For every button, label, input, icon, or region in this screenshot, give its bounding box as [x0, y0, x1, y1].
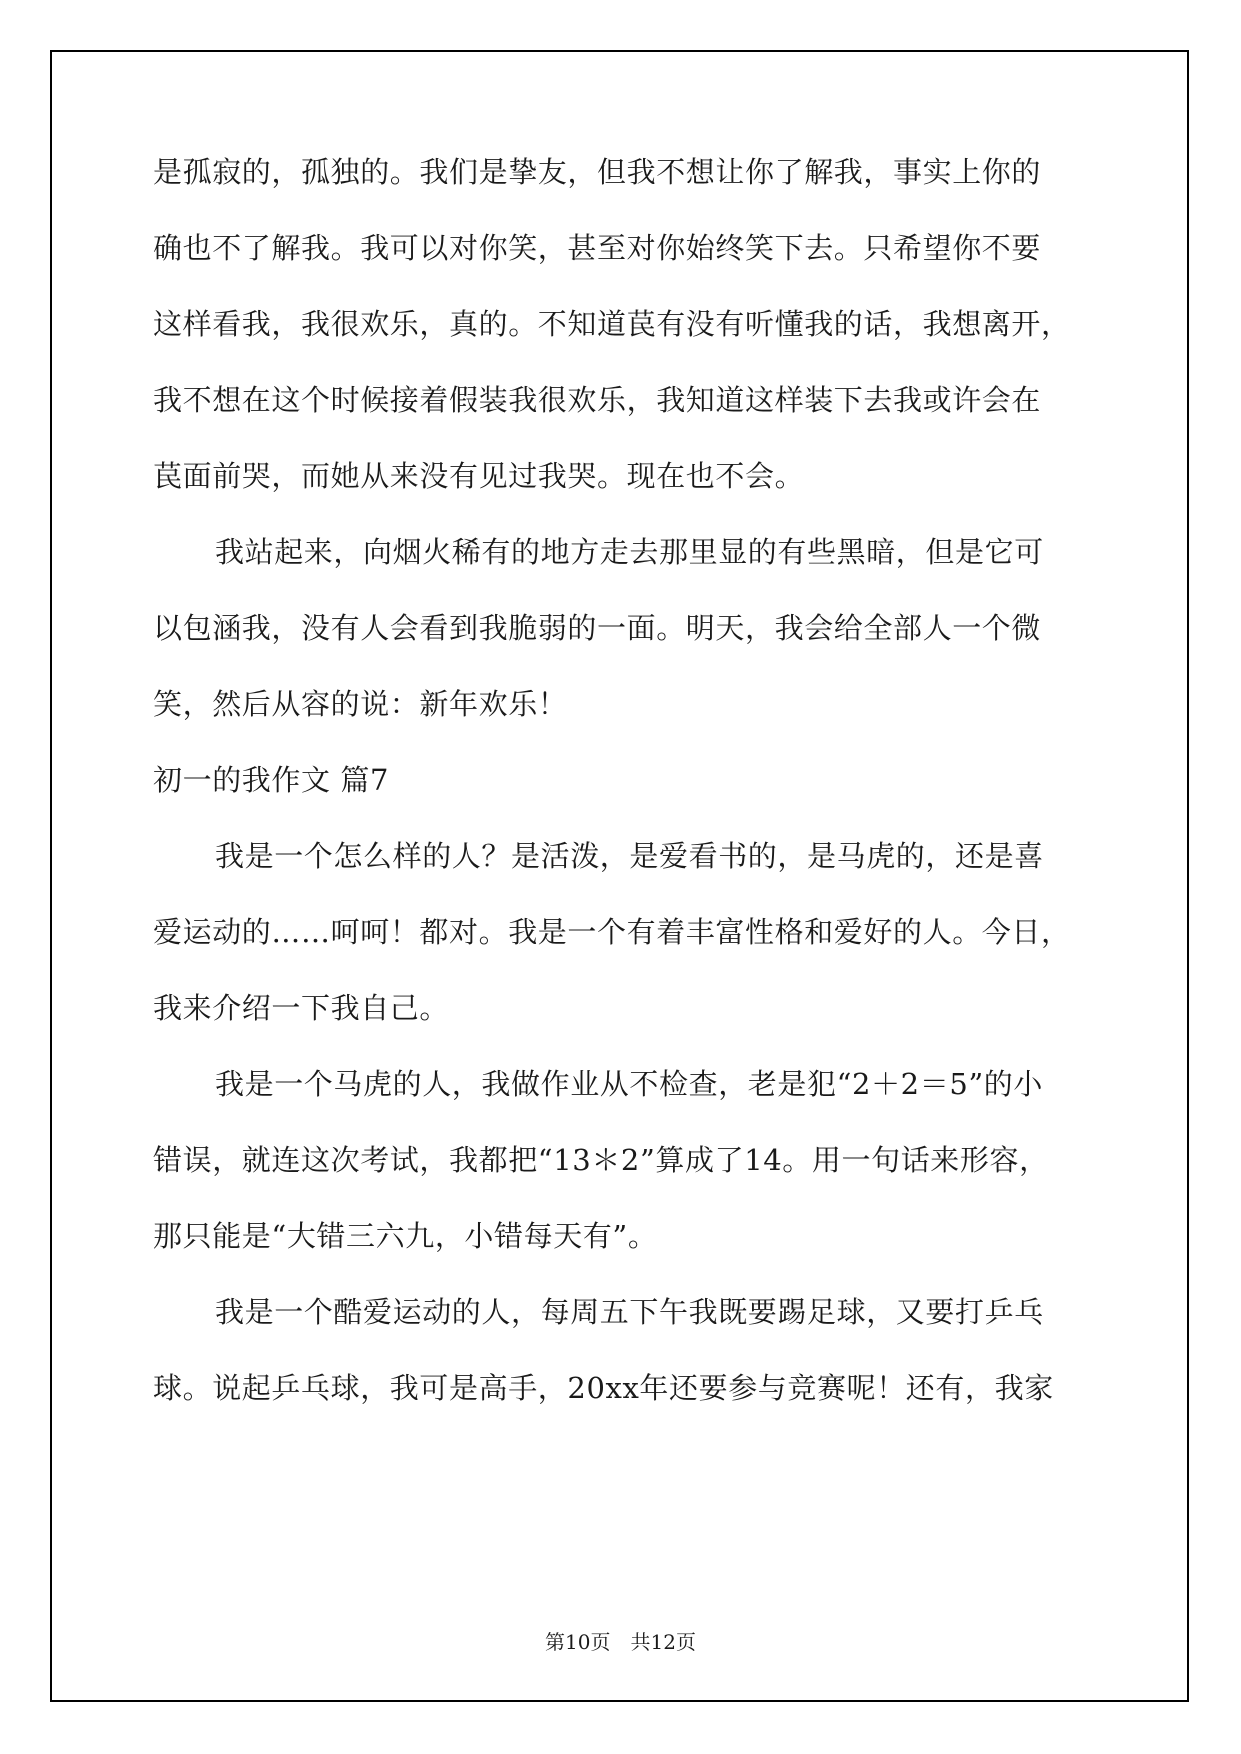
text-line: 我不想在这个时候接着假装我很欢乐，我知道这样装下去我或许会在: [153, 383, 1042, 417]
text-line: 那只能是“大错三六九，小错每天有”。: [153, 1219, 658, 1253]
text-line: 我是一个酷爱运动的人，每周五下午我既要踢足球，又要打乒乓: [215, 1295, 1044, 1329]
text-line: 我来介绍一下我自己。: [153, 991, 450, 1025]
text-line: 爱运动的……呵呵！都对。我是一个有着丰富性格和爱好的人。今日，: [153, 915, 1071, 949]
page-number-footer: 第10页 共12页: [545, 1630, 696, 1654]
text-line: 是孤寂的，孤独的。我们是挚友，但我不想让你了解我，事实上你的: [153, 155, 1042, 189]
text-line: 错误，就连这次考试，我都把“13＊2”算成了14。用一句话来形容，: [153, 1143, 1049, 1177]
text-line: 这样看我，我很欢乐，真的。不知道苠有没有听懂我的话，我想离开，: [153, 307, 1071, 341]
text-line: 我站起来，向烟火稀有的地方走去那里显的有些黑暗，但是它可: [215, 535, 1044, 569]
text-line: 确也不了解我。我可以对你笑，甚至对你始终笑下去。只希望你不要: [153, 231, 1042, 265]
text-line: 我是一个马虎的人，我做作业从不检查，老是犯“2＋2＝5”的小: [215, 1067, 1044, 1101]
text-line: 苠面前哭，而她从来没有见过我哭。现在也不会。: [153, 459, 805, 493]
text-line: 笑，然后从容的说：新年欢乐！: [153, 687, 568, 721]
text-line: 我是一个怎么样的人？是活泼，是爱看书的，是马虎的，还是喜: [215, 839, 1044, 873]
page-border: [50, 50, 1189, 1702]
text-line: 以包涵我，没有人会看到我脆弱的一面。明天，我会给全部人一个微: [153, 611, 1042, 645]
section-heading: 初一的我作文 篇7: [153, 763, 390, 797]
text-line: 球。说起乒乓球，我可是高手，20xx年还要参与竞赛呢！还有，我家: [153, 1371, 1054, 1405]
